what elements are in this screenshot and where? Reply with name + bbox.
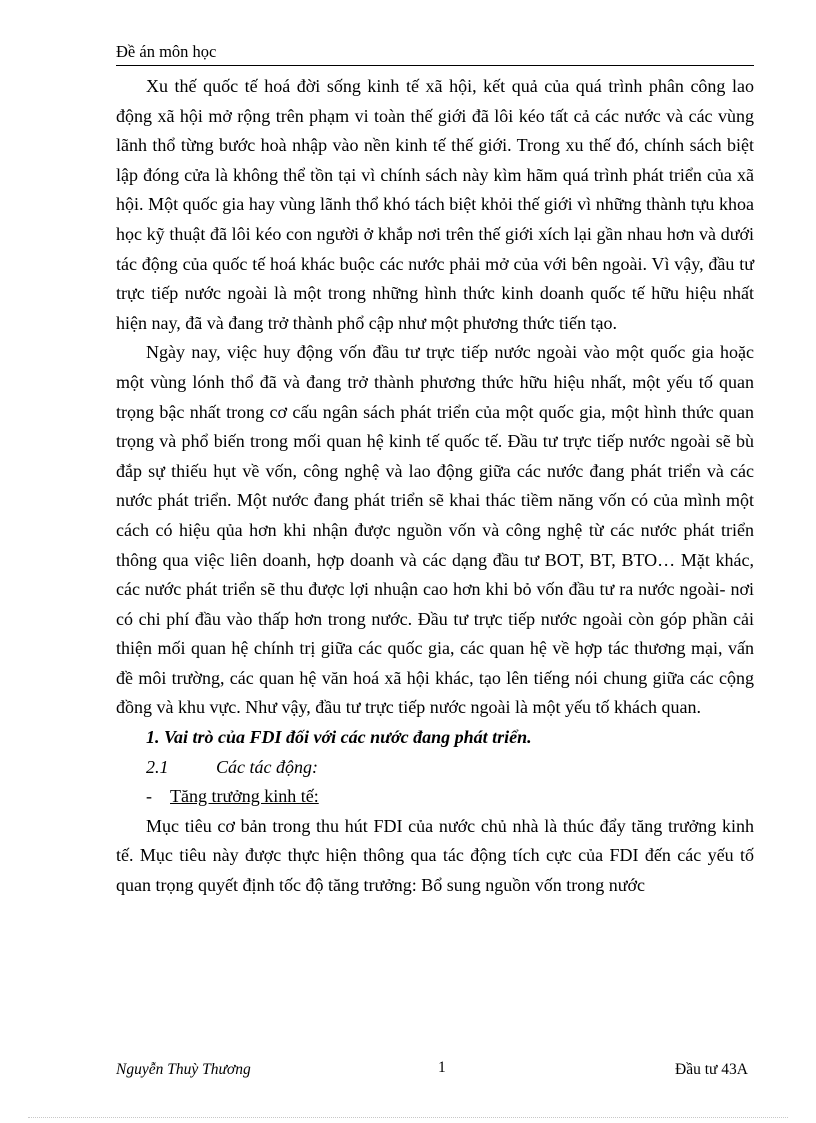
header-divider xyxy=(116,65,754,66)
subsection-heading xyxy=(116,753,754,783)
page-border xyxy=(28,1117,788,1118)
footer-course: Đầu tư 43A xyxy=(675,1061,748,1078)
page-footer xyxy=(116,1059,754,1083)
paragraph-3: Mục tiêu cơ bản trong thu hút FDI của nước chủ nhà là thúc đẩy tăng trưởng kinh tế. Mục tiêu này được thực hiện thông qua tác động tích cực của FDI đến các yếu tố quan trọng quyết định tốc độ tăng trưởng: Bổ sung nguồn vốn trong nước xyxy=(116,815,754,896)
header-title: Đề án môn học xyxy=(116,42,217,61)
paragraph-2: Ngày nay, việc huy động vốn đầu tư trực tiếp nước ngoài vào một quốc gia hoặc một vùng lónh thổ đã và đang trở thành phương thức hữu hiệu nhất, một yếu tố quan trọng bậc nhất trong cơ cấu ngân sách phát triển của một quốc gia, một hình thức quan trọng và phổ biến trong mối quan hệ kinh tế quốc tế. Đầu tư trực tiếp nước ngoài sẽ bù đắp sự thiếu hụt về vốn, công nghệ và lao động giữa các nước đang phát triển và các nước phát triển. Một nước đang phát triển sẽ khai thác tiềm năng vốn có của mình một cách có hiệu qủa hơn khi nhận được nguồn vốn và công nghệ từ các nước phát triển thông qua việc liên doanh, hợp doanh và các dạng đầu tư BOT, BT, BTO… Mặt khác, các nước phát triển sẽ thu được lợi nhuận cao hơn khi bỏ vốn đầu tư ra nước ngoài- nơi có chi phí đầu vào thấp hơn trong nước. Đầu tư trực tiếp nước ngoài còn góp phần cải thiện mối quan hệ chính trị giữa các quốc gia, các quan hệ về hợp tác thương mại, vấn đề môi trường, các quan hệ văn hoá xã hội khác, tạo lên tiếng nói chung giữa các cộng đồng và khu vực. Như vậy, đầu tư trực tiếp nước ngoài là một yếu tố khách quan. xyxy=(116,342,754,718)
paragraph-1: Xu thế quốc tế hoá đời sống kinh tế xã hội, kết quả của quá trình phân công lao động xã hội mở rộng trên phạm vi toàn thế giới đã lôi kéo tất cả các nước và các vùng lãnh thổ từng bước hoà nhập vào nền kinh tế thế giới. Trong xu thế đó, chính sách biệt lập đóng cửa là không thể tồn tại vì chính sách này kìm hãm quá trình phát triển của xã hội. Một quốc gia hay vùng lãnh thổ khó tách biệt khỏi thế giới vì những thành tựu khoa học kỹ thuật đã lôi kéo con người ở khắp nơi trên thế giới xích lại gần nhau hơn và dưới tác động của quốc tế hoá khác buộc các nước phải mở của với bên ngoài. Vì vậy, đầu tư trực tiếp nước ngoài là một trong những hình thức kinh doanh quốc tế hữu hiệu nhất hiện nay, đã và đang trở thành phổ cập như một phương thức tiến tạo. xyxy=(116,76,754,333)
page-header xyxy=(116,42,754,65)
document-body xyxy=(116,72,754,901)
subsection-title: Các tác động: xyxy=(216,756,318,777)
subsection-number: 2.1 xyxy=(146,756,169,777)
footer-author: Nguyễn Thuỳ Thương xyxy=(116,1061,251,1078)
bullet-item xyxy=(116,782,754,812)
bullet-label: Tăng trưởng kinh tế: xyxy=(170,786,319,807)
bullet-dash: - xyxy=(146,786,152,807)
footer-page-number: 1 xyxy=(438,1059,446,1076)
section-heading: 1. Vai trò của FDI đối với các nước đang phát triển. xyxy=(146,727,532,748)
